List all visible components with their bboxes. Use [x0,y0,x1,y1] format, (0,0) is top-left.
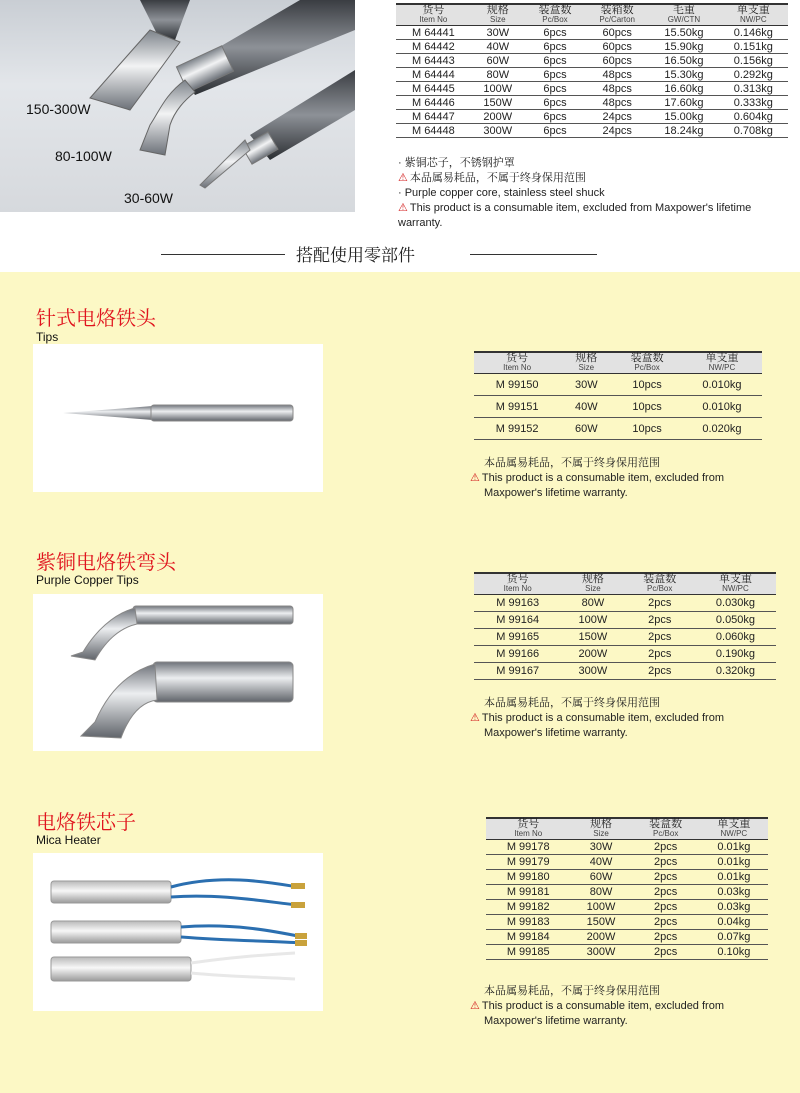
table-cell: 15.90kg [649,40,718,54]
table-cell: 16.60kg [649,82,718,96]
table-cell: 0.050kg [695,612,776,629]
header-pc-box: 装盒数 Pc/Box [630,352,664,372]
table-cell: 0.708kg [719,124,788,138]
table-row [474,396,762,418]
table-cell: M 99181 [486,885,570,900]
table-cell: 2pcs [624,612,694,629]
table-header [486,818,768,840]
table-cell: M 64444 [396,68,471,82]
table-cell: 0.020kg [682,418,762,440]
table-cell: 2pcs [624,595,694,612]
table-cell: 24pcs [585,110,649,124]
table-row [486,855,768,870]
table-cell: 60pcs [585,54,649,68]
table-cell: 100W [570,900,631,915]
table-cell: 100W [561,612,624,629]
table-cell: M 99163 [474,595,561,612]
top-notes [398,156,798,231]
table-cell: 2pcs [632,840,700,855]
table-cell: 0.146kg [719,26,788,40]
table-cell: 60pcs [585,40,649,54]
note-consumable-en: ⚠ This product is a consumable item, excluded from [470,1000,724,1012]
table-cell: 40W [570,855,631,870]
table-cell: M 64448 [396,124,471,138]
header-nw-pc: 单支重 NW/PC [705,352,739,372]
purple-copper-spec-table [474,572,776,680]
note-consumable-en: ⚠ This product is a consumable item, excluded from [470,712,724,724]
tip-image [33,344,323,492]
table-cell: M 99167 [474,663,561,680]
table-cell: 60W [471,54,525,68]
table-cell: 40W [560,396,612,418]
table-cell: 2pcs [632,900,700,915]
table-cell: 0.03kg [700,900,768,915]
header-size: 规格 Size [575,352,598,372]
note-consumable-cn: 本品属易耗品，不属于终身保用范围 [484,697,660,709]
table-cell: 200W [471,110,525,124]
table-row [396,124,788,138]
table-cell: 0.190kg [695,646,776,663]
table-cell: 2pcs [632,855,700,870]
table-cell: 30W [471,26,525,40]
table-cell: M 99166 [474,646,561,663]
table-cell: M 99183 [486,915,570,930]
table-cell: M 99179 [486,855,570,870]
table-cell: M 99185 [486,945,570,960]
note-consumable-cn: 本品属易耗品，不属于终身保用范围 [484,457,660,469]
table-cell: M 99164 [474,612,561,629]
table-cell: 6pcs [525,68,585,82]
table-cell: 16.50kg [649,54,718,68]
table-cell: 80W [561,595,624,612]
purple-copper-tip-image [33,594,323,751]
table-header [396,4,788,26]
table-cell: 100W [471,82,525,96]
table-cell: M 99180 [486,870,570,885]
table-cell: 6pcs [525,124,585,138]
table-cell: 48pcs [585,68,649,82]
table-cell: M 64441 [396,26,471,40]
table-row [396,26,788,40]
table-header [474,352,762,374]
table-cell: 300W [570,945,631,960]
mica-heater-spec-table [486,817,768,960]
label-150-300w: 150-300W [26,101,91,117]
table-cell: 150W [471,96,525,110]
table-cell: 0.04kg [700,915,768,930]
header-size: 规格 Size [486,4,509,24]
table-cell: 10pcs [612,396,682,418]
header-nw-pc: 单支重 NW/PC [736,4,770,24]
section-subtitle-tips: Tips [36,330,59,344]
table-cell: 2pcs [624,646,694,663]
table-cell: 40W [471,40,525,54]
table-cell: 2pcs [632,870,700,885]
table-cell: 6pcs [525,54,585,68]
table-cell: 2pcs [632,945,700,960]
table-header [474,573,776,595]
table-cell: 48pcs [585,96,649,110]
table-row [474,595,776,612]
divider-left [161,254,285,255]
table-cell: 0.010kg [682,396,762,418]
table-cell: 2pcs [632,885,700,900]
table-row [396,110,788,124]
table-row [486,915,768,930]
table-row [486,900,768,915]
table-cell: M 64447 [396,110,471,124]
table-row [474,663,776,680]
note-consumable-en: ⚠ This product is a consumable item, excluded from [470,472,724,484]
table-cell: 200W [561,646,624,663]
header-nw-pc: 单支重 NW/PC [718,573,752,593]
header-item-no: 货号 Item No [514,818,543,838]
table-row [474,612,776,629]
note-consumable-en-2: Maxpower's lifetime warranty. [484,1015,628,1027]
table-cell: 80W [570,885,631,900]
section-title-tips: 针式电烙铁头 [36,306,156,330]
table-cell: M 99165 [474,629,561,646]
warning-icon: ⚠ [470,712,480,724]
table-cell: 0.156kg [719,54,788,68]
table-row [396,68,788,82]
table-cell: 0.320kg [695,663,776,680]
table-cell: 6pcs [525,82,585,96]
table-cell: 0.010kg [682,374,762,396]
label-80-100w: 80-100W [55,148,112,164]
header-pc-box: 装盒数 Pc/Box [643,573,677,593]
mica-heater-image [33,853,323,1011]
table-cell: 0.07kg [700,930,768,945]
table-row [486,840,768,855]
mica-heater-notes [470,984,724,1029]
warning-icon: ⚠ [398,172,408,184]
table-cell: 6pcs [525,40,585,54]
table-row [486,885,768,900]
table-cell: 0.01kg [700,870,768,885]
section-subtitle-purple-copper: Purple Copper Tips [36,573,139,587]
section-title-mica-heater: 电烙铁芯子 [36,810,136,834]
table-cell: 0.151kg [719,40,788,54]
table-cell: 0.10kg [700,945,768,960]
accessories-title: 搭配使用零部件 [296,246,415,266]
table-row [474,629,776,646]
table-cell: 2pcs [624,663,694,680]
note-core: · 紫铜芯子，不锈钢护罩 [398,157,515,169]
note-consumable-cn: 本品属易耗品，不属于终身保用范围 [484,985,660,997]
table-cell: 80W [471,68,525,82]
table-cell: 300W [471,124,525,138]
table-cell: 2pcs [632,930,700,945]
header-nw-pc: 单支重 NW/PC [717,818,751,838]
table-cell: 60pcs [585,26,649,40]
table-cell: M 64443 [396,54,471,68]
table-cell: M 99151 [474,396,560,418]
table-row [396,82,788,96]
header-pc-box: 装盒数 Pc/Box [649,818,683,838]
table-row [486,870,768,885]
table-cell: 0.604kg [719,110,788,124]
note-consumable-cn: ⚠ 本品属易耗品，不属于终身保用范围 [398,172,586,184]
header-item-no: 货号 Item No [503,573,532,593]
warning-icon: ⚠ [470,472,480,484]
table-cell: 10pcs [612,418,682,440]
table-cell: 10pcs [612,374,682,396]
table-cell: 15.00kg [649,110,718,124]
table-cell: 0.03kg [700,885,768,900]
table-cell: 2pcs [624,629,694,646]
section-title-purple-copper: 紫铜电烙铁弯头 [36,550,176,574]
table-row [486,945,768,960]
header-pc-carton: 装箱数 Pc/Carton [599,4,635,24]
table-cell: 30W [560,374,612,396]
table-row [396,54,788,68]
table-cell: 17.60kg [649,96,718,110]
soldering-iron-spec-table [396,3,788,138]
table-cell: M 99182 [486,900,570,915]
table-cell: 0.030kg [695,595,776,612]
label-30-60w: 30-60W [124,190,174,206]
table-cell: 6pcs [525,26,585,40]
table-cell: 30W [570,840,631,855]
table-cell: 300W [561,663,624,680]
note-consumable-en-2: Maxpower's lifetime warranty. [484,727,628,739]
table-cell: 6pcs [525,96,585,110]
table-cell: 60W [560,418,612,440]
header-size: 规格 Size [590,818,613,838]
header-item-no: 货号 Item No [503,352,532,372]
table-cell: M 99150 [474,374,560,396]
table-row [474,374,762,396]
table-cell: M 64442 [396,40,471,54]
table-cell: M 64446 [396,96,471,110]
purple-copper-notes [470,696,724,741]
section-subtitle-mica-heater: Mica Heater [36,833,101,847]
table-cell: M 99184 [486,930,570,945]
table-cell: 0.060kg [695,629,776,646]
table-cell: 15.30kg [649,68,718,82]
table-cell: 18.24kg [649,124,718,138]
table-cell: 6pcs [525,110,585,124]
table-cell: 150W [570,915,631,930]
table-cell: 0.292kg [719,68,788,82]
tips-spec-table [474,351,762,440]
table-cell: 0.333kg [719,96,788,110]
header-size: 规格 Size [581,573,604,593]
header-pc-box: 装盒数 Pc/Box [538,4,572,24]
table-cell: 24pcs [585,124,649,138]
table-row [486,930,768,945]
table-row [396,96,788,110]
tips-notes [470,456,724,501]
table-row [474,418,762,440]
warning-icon: ⚠ [470,1000,480,1012]
note-consumable-en: ⚠ This product is a consumable item, excluded from Maxpower's lifetime warranty. [398,202,752,229]
table-cell: 0.01kg [700,855,768,870]
header-gw-ctn: 毛重 GW/CTN [667,4,701,24]
table-cell: M 64445 [396,82,471,96]
divider-right [470,254,597,255]
table-cell: 200W [570,930,631,945]
table-cell: 2pcs [632,915,700,930]
table-cell: M 99178 [486,840,570,855]
table-row [396,40,788,54]
table-cell: 150W [561,629,624,646]
note-core-en: · Purple copper core, stainless steel shuck [398,187,605,199]
table-cell: 0.01kg [700,840,768,855]
table-cell: 0.313kg [719,82,788,96]
table-cell: M 99152 [474,418,560,440]
table-cell: 60W [570,870,631,885]
header-item-no: 货号 Item No [419,4,448,24]
warning-icon: ⚠ [398,202,408,214]
table-cell: 15.50kg [649,26,718,40]
table-cell: 48pcs [585,82,649,96]
note-consumable-en-2: Maxpower's lifetime warranty. [484,487,628,499]
table-row [474,646,776,663]
